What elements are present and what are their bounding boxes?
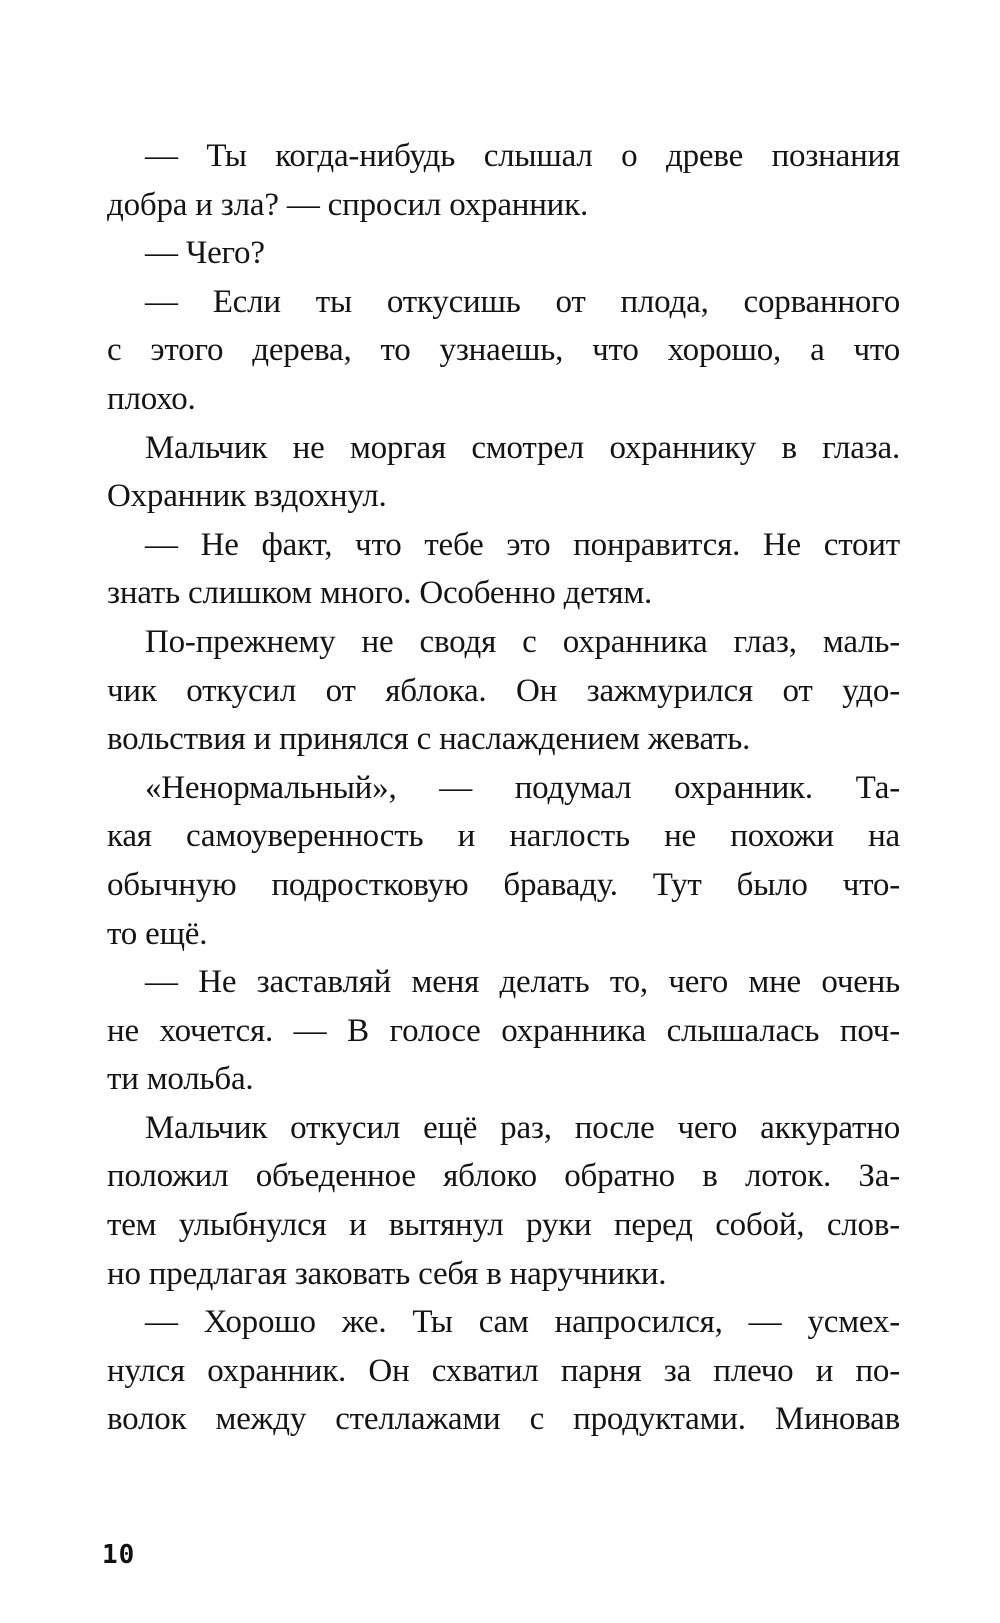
text-line: — Хорошо же. Ты сам напросился, — усмех- — [145, 1304, 900, 1341]
text-line: Мальчик откусил ещё раз, после чего аккуратно — [145, 1109, 900, 1146]
text-line: нулся охранник. Он схватил парня за плечо и по- — [107, 1352, 900, 1389]
text-line: то ещё. — [107, 915, 208, 952]
text-line: — Не факт, что тебе это понравится. Не стоит — [145, 526, 900, 563]
text-line: положил объеденное яблоко обратно в лоток. За- — [107, 1158, 900, 1195]
text-line: Мальчик не моргая смотрел охраннику в глаза. — [145, 429, 900, 466]
text-line: ти мольба. — [107, 1061, 254, 1098]
page-number: 10 — [102, 1540, 136, 1570]
text-line: — Не заставляй меня делать то, чего мне очень — [145, 964, 900, 1001]
text-line: кая самоуверенность и наглость не похожи на — [107, 818, 900, 855]
text-line: добра и зла? — спросил охранник. — [107, 186, 589, 223]
text-line: обычную подростковую браваду. Тут было что- — [107, 866, 900, 903]
text-line: чик откусил от яблока. Он зажмурился от удо- — [107, 672, 900, 709]
body-text — [107, 132, 900, 1444]
text-line: тем улыбнулся и вытянул руки перед собой, слов- — [107, 1207, 900, 1244]
text-line: — Чего? — [145, 235, 265, 272]
text-line: вольствия и принялся с наслаждением жевать. — [107, 721, 751, 758]
text-line: По-прежнему не сводя с охранника глаз, маль- — [145, 623, 900, 660]
text-line: волок между стеллажами с продуктами. Миновав — [107, 1401, 900, 1438]
text-line: с этого дерева, то узнаешь, что хорошо, а что — [107, 332, 900, 369]
text-line: знать слишком много. Особенно детям. — [107, 575, 653, 612]
text-line: — Ты когда-нибудь слышал о древе познания — [145, 138, 900, 174]
text-line: «Ненормальный», — подумал охранник. Та- — [145, 769, 900, 806]
text-line: плохо. — [107, 380, 196, 417]
text-line: — Если ты откусишь от плода, сорванного — [145, 283, 900, 320]
text-line: не хочется. — В голосе охранника слышалась поч- — [107, 1012, 900, 1049]
text-line: но предлагая заковать себя в наручники. — [107, 1255, 667, 1292]
text-line: Охранник вздохнул. — [107, 478, 387, 515]
